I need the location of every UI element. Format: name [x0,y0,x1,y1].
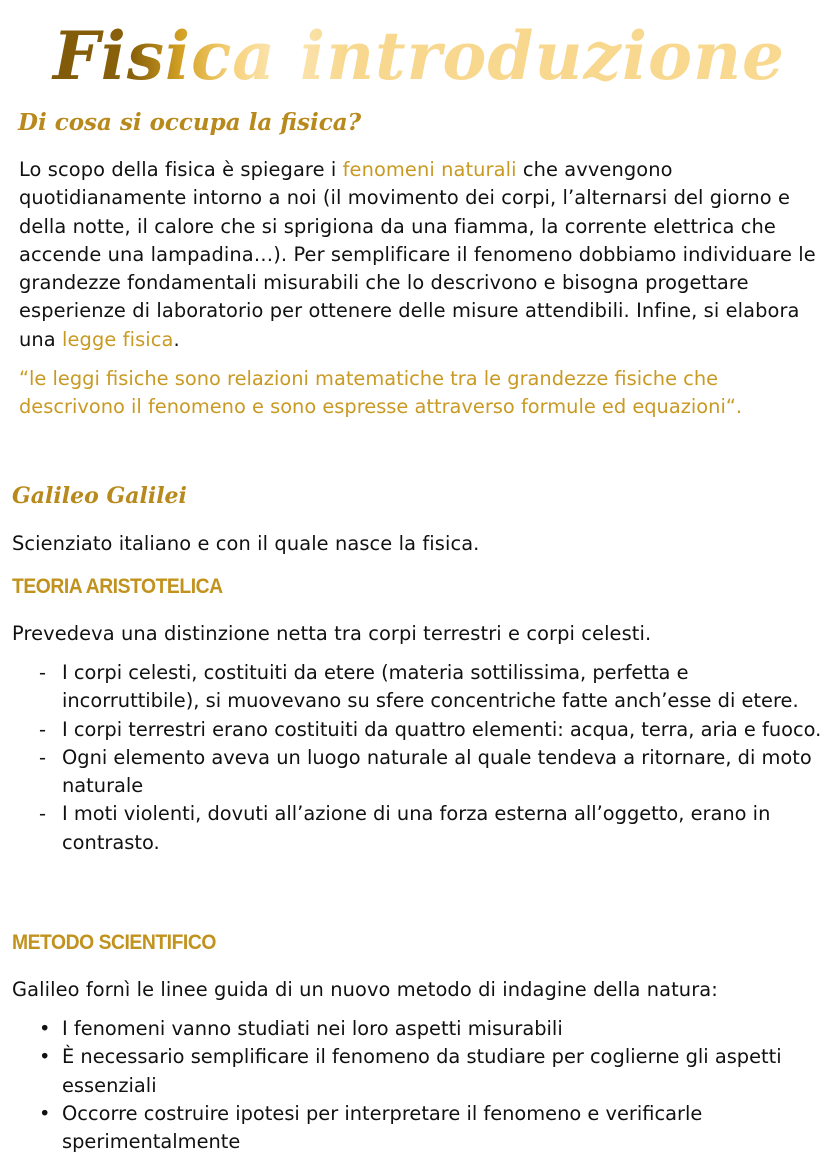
heading-galileo-galilei: Galileo Galilei [12,483,187,509]
list-item-text: I corpi terrestri erano costituiti da quattro elementi: acqua, terra, aria e fuoco. [62,717,822,741]
list-item [12,800,822,857]
dash-marker-icon: - [39,802,46,826]
page-title [0,14,828,98]
dash-marker-icon: - [39,661,46,684]
method-list [12,1015,822,1156]
list-item-text: I fenomeni vanno studiati nei loro aspetti misurabili [62,1017,563,1040]
highlight-fenomeni-naturali: fenomeni naturali [342,158,517,181]
list-item [12,716,822,744]
heading-metodo-scientifico: METODO SCIENTIFICO [12,931,216,954]
list-item-text: I moti violenti, dovuti all’azione di una forza esterna all’oggetto, erano in contrasto. [62,802,771,854]
intro-text-1: Lo scopo della fisica è spiegare i [19,158,343,181]
method-paragraph: Galileo fornì le linee guida di un nuovo metodo di indagine della natura: [12,978,718,1001]
intro-text-3: . [173,327,180,351]
dash-marker-icon: - [39,745,46,769]
highlight-legge-fisica: legge fisica [62,327,174,351]
bullet-marker-icon: • [39,1045,51,1069]
bullet-marker-icon: • [39,1017,51,1040]
list-item-text: Occorre costruire ipotesi per interpretare il fenomeno e verificarle sperimentalmente [62,1101,703,1154]
list-item [12,1043,822,1100]
bullet-marker-icon: • [39,1101,51,1125]
heading-teoria-aristotelica: TEORIA ARISTOTELICA [12,575,223,598]
aristotle-list [12,659,822,857]
aristotle-paragraph: Prevedeva una distinzione netta tra corpi terrestri e corpi celesti. [12,622,652,645]
heading-di-cosa-si-occupa: Di cosa si occupa la fisica? [18,109,362,136]
list-item [12,1100,822,1157]
list-item [12,659,822,716]
galileo-paragraph: Scienziato italiano e con il quale nasce la fisica. [12,532,480,555]
dash-marker-icon: - [39,717,46,741]
page-title-text: Fisica introduzione [52,17,786,95]
definition-quote: “le leggi fisiche sono relazioni matematiche tra le grandezze fisiche che descrivono il fenomeno e sono espresse attraverso formule ed equazioni“. [19,367,743,419]
list-item-text: Ogni elemento aveva un luogo naturale al quale tendeva a ritornare, di moto naturale [62,745,812,798]
list-item [12,744,822,801]
list-item-text: È necessario semplificare il fenomeno da studiare per coglierne gli aspetti essenziali [62,1045,782,1097]
list-item-text: I corpi celesti, costituiti da etere (materia sottilissima, perfetta e incorruttibile), si muovevano su sfere concentriche fatte anch’esse di etere. [62,661,799,713]
intro-paragraph [19,156,819,354]
list-item [12,1015,822,1043]
intro-text-2: che avvengono quotidianamente intorno a noi (il movimento dei corpi, l’alternarsi del giorno e della notte, il calore che si sprigiona da una fiamma, la corrente elettrica che accende una lampadina…). Per semplificare il fenomeno dobbiamo individuare le grandezze fondamentali misurabili che lo descrivono e bisogna progettare esperienze di laboratorio per ottenere delle misure attendibili. Infine, si elabora una [19,158,816,351]
